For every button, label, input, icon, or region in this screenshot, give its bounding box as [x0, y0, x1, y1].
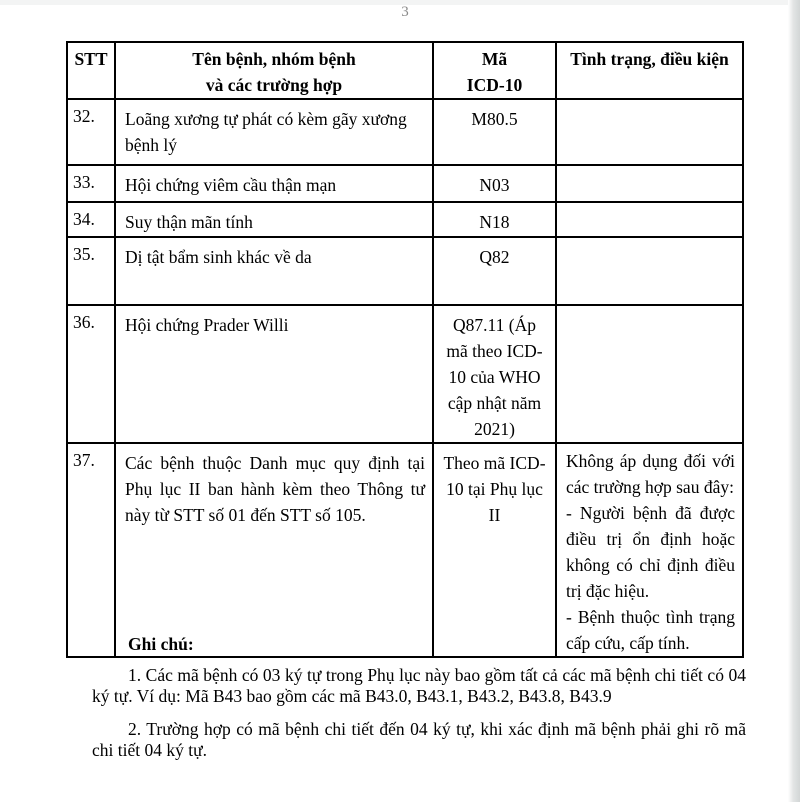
condition-cell — [556, 165, 743, 202]
condition-cell — [556, 237, 743, 305]
note-item-2: 2. Trường hợp có mã bệnh chi tiết đến 04 ký tự, khi xác định mã bệnh phải ghi rõ mã chi tiết 04 ký tự. — [92, 719, 746, 760]
icd-code-cell: Q87.11 (Áp mã theo ICD-10 của WHO cập nhật năm 2021) — [433, 305, 556, 443]
stt-cell: 32. — [67, 99, 115, 165]
icd-code-cell: N03 — [433, 165, 556, 202]
table-row-34 — [67, 202, 743, 237]
disease-cell: Dị tật bẩm sinh khác về da — [115, 237, 433, 305]
stt-cell: 36. — [67, 305, 115, 443]
condition-cell — [556, 202, 743, 237]
header-disease-name-line2: và các trường hợp — [205, 75, 343, 95]
page-right-edge — [788, 0, 800, 802]
table-row-33 — [67, 165, 743, 202]
disease-table — [66, 41, 744, 658]
disease-cell: Các bệnh thuộc Danh mục quy định tại Phụ lục II ban hành kèm theo Thông tư này từ STT số 01 đến STT số 105. — [115, 443, 433, 657]
disease-cell: Hội chứng Prader Willi — [115, 305, 433, 443]
condition-paragraph: Không áp dụng đối với các trường hợp sau đây: — [566, 451, 735, 497]
disease-cell: Hội chứng viêm cầu thận mạn — [115, 165, 433, 202]
stt-cell: 37. — [67, 443, 115, 657]
note-item-1: 1. Các mã bệnh có 03 ký tự trong Phụ lục này bao gồm tất cả các mã bệnh chi tiết có 04 ký tự. Ví dụ: Mã B43 bao gồm các mã B43.0, B43.1, B43.2, B43.8, B43.9 — [92, 665, 746, 706]
notes-section — [92, 633, 746, 773]
notes-title: Ghi chú: — [128, 634, 194, 654]
condition-cell — [556, 99, 743, 165]
icd-code-cell: Q82 — [433, 237, 556, 305]
table-row-37 — [67, 443, 743, 657]
disease-cell: Loãng xương tự phát có kèm gãy xương bệnh lý — [115, 99, 433, 165]
stt-cell: 34. — [67, 202, 115, 237]
condition-cell — [556, 443, 743, 657]
icd-code-cell: M80.5 — [433, 99, 556, 165]
header-icd-code-line2: ICD-10 — [466, 75, 523, 95]
disease-cell: Suy thận mãn tính — [115, 202, 433, 237]
header-stt: STT — [67, 42, 115, 99]
header-condition: Tình trạng, điều kiện — [556, 42, 743, 99]
stt-cell: 33. — [67, 165, 115, 202]
table-row-35 — [67, 237, 743, 305]
icd-code-cell: Theo mã ICD-10 tại Phụ lục II — [433, 443, 556, 657]
table-row-36 — [67, 305, 743, 443]
header-disease-name — [115, 42, 433, 99]
stt-cell: 35. — [67, 237, 115, 305]
header-disease-name-line1: Tên bệnh, nhóm bệnh — [192, 49, 356, 69]
condition-paragraph: - Người bệnh đã được điều trị ổn định hoặc không có chỉ định điều trị đặc hiệu. — [566, 503, 735, 601]
icd-code-cell: N18 — [433, 202, 556, 237]
header-icd-code — [433, 42, 556, 99]
page-number: 3 — [401, 4, 409, 20]
table-row-32 — [67, 99, 743, 165]
condition-cell — [556, 305, 743, 443]
header-icd-code-line1: Mã — [481, 49, 508, 69]
table-header-row — [67, 42, 743, 99]
condition-paragraph: - Bệnh thuộc tình trạng cấp cứu, cấp tính. — [566, 607, 735, 653]
